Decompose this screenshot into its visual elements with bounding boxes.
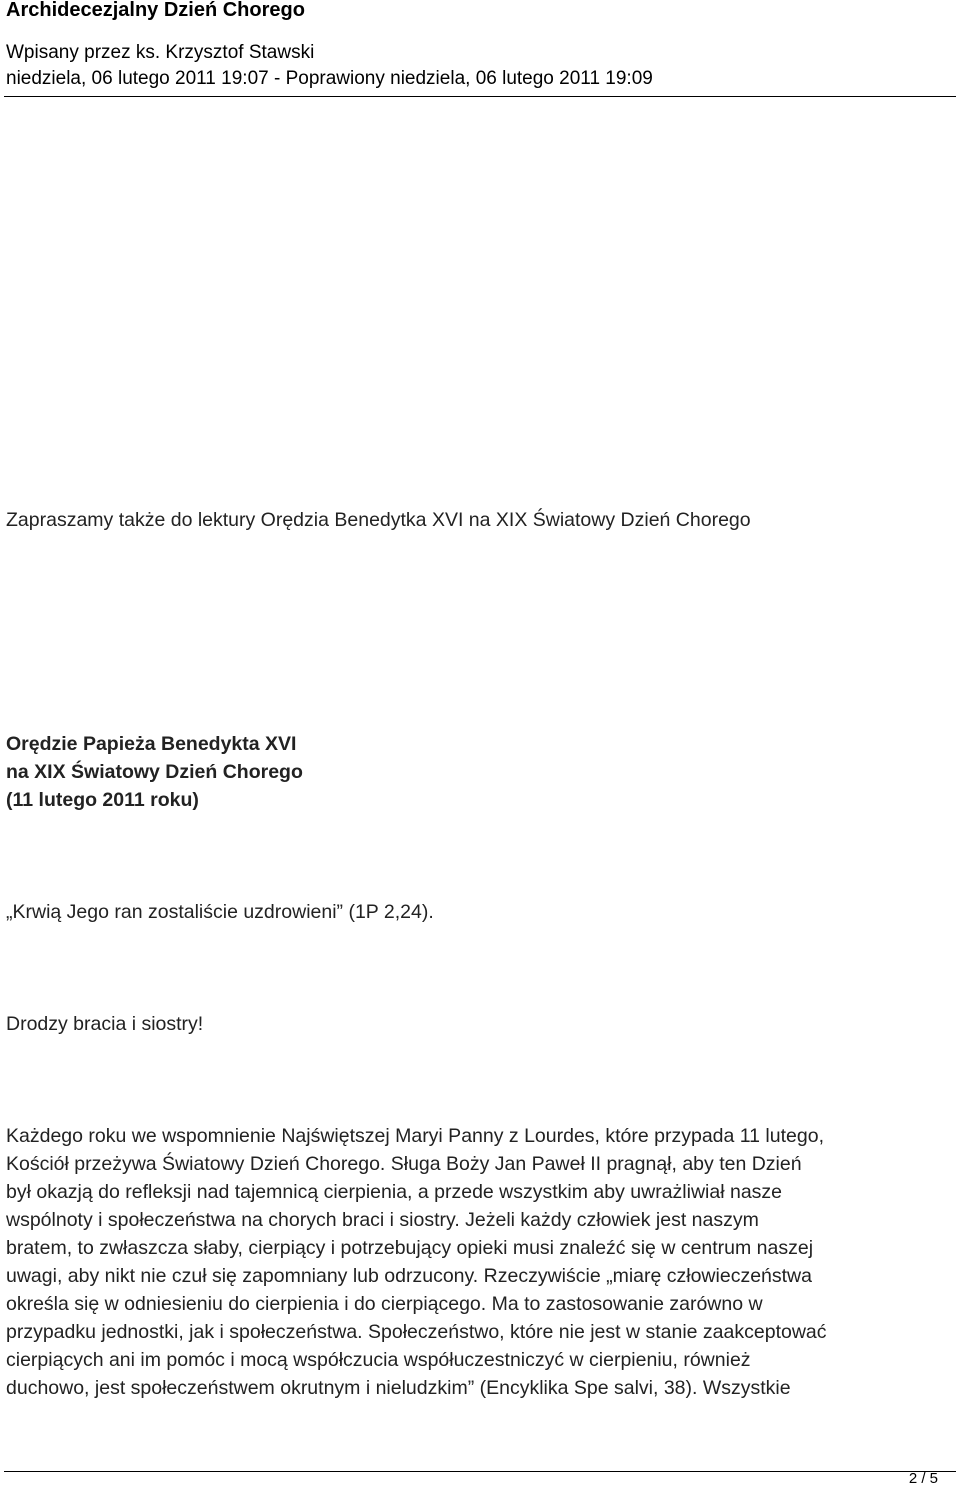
paragraph-line: bratem, to zwłaszcza słaby, cierpiący i potrzebujący opieki musi znaleźć się w centrum naszej — [6, 1237, 814, 1259]
page-title: Archidecezjalny Dzień Chorego — [6, 0, 305, 21]
page-number: 2 / 5 — [908, 1470, 938, 1487]
paragraph-line: Kościół przeżywa Światowy Dzień Chorego. Sługa Boży Jan Paweł II pragnął, aby ten Dzień — [6, 1153, 802, 1175]
paragraph-line: określa się w odniesieniu do cierpienia i do cierpiącego. Ma to zastosowanie zarówno w — [6, 1293, 763, 1315]
paragraph-line: duchowo, jest społeczeństwem okrutnym i nieludzkim” (Encyklika Spe salvi, 38). Wszystkie — [6, 1377, 791, 1399]
paragraph-line: był okazją do refleksji nad tajemnicą cierpienia, a przede wszystkim aby uwrażliwiał nasze — [6, 1181, 783, 1203]
author-line: Wpisany przez ks. Krzysztof Stawski — [6, 42, 315, 63]
paragraph-line: uwagi, aby nikt nie czuł się zapomniany lub odrzucony. Rzeczywiście „miarę człowieczeństwa — [6, 1265, 812, 1287]
paragraph-line: wspólnoty i społeczeństwa na chorych braci i siostry. Jeżeli każdy człowiek jest naszym — [6, 1209, 759, 1231]
greeting-text: Drodzy bracia i siostry! — [6, 1013, 204, 1035]
paragraph-line: Każdego roku we wspomnienie Najświętszej Maryi Panny z Lourdes, które przypada 11 lutego, — [6, 1125, 824, 1147]
invitation-text: Zapraszamy także do lektury Orędzia Benedytka XVI na XIX Światowy Dzień Chorego — [6, 509, 751, 531]
message-title-line: Orędzie Papieża Benedykta XVI — [6, 733, 297, 755]
motto-text: „Krwią Jego ran zostaliście uzdrowieni” (1P 2,24). — [6, 901, 434, 923]
date-line: niedziela, 06 lutego 2011 19:07 - Poprawiony niedziela, 06 lutego 2011 19:09 — [6, 68, 653, 89]
header-divider — [4, 96, 956, 97]
message-title-line: na XIX Światowy Dzień Chorego — [6, 761, 303, 783]
paragraph-line: przypadku jednostki, jak i społeczeństwa. Społeczeństwo, które nie jest w stanie zaakceptować — [6, 1321, 827, 1343]
message-title-line: (11 lutego 2011 roku) — [6, 789, 199, 811]
paragraph-line: cierpiących ani im pomóc i mocą współczucia współuczestniczyć w cierpieniu, również — [6, 1349, 751, 1371]
footer-divider — [4, 1471, 956, 1472]
